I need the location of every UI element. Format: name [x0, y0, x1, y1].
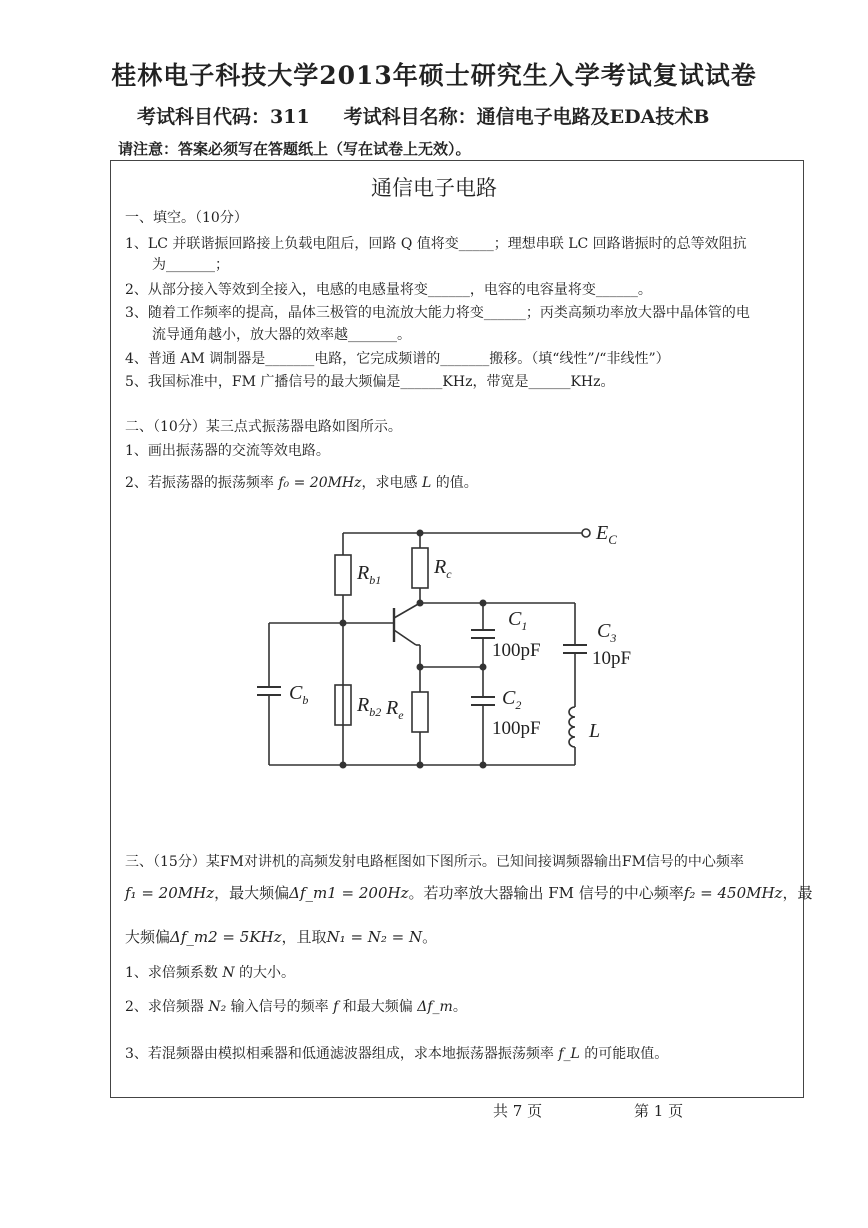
part3-text: ，最 — [782, 884, 813, 902]
part3-text: 的大小。 — [234, 965, 296, 981]
part1-line: 3、随着工作频率的提高，晶体三极管的电流放大能力将变______；丙类高频功率放大器中晶体管的电 — [125, 305, 750, 321]
cb-label: $C_b$ — [289, 682, 309, 707]
part3-text: 的可能取值。 — [579, 1046, 669, 1062]
exam-title: 桂林电子科技大学2013年硕士研究生入学考试复试试卷 — [111, 61, 757, 90]
l-label: L — [589, 720, 601, 742]
part3-text: 2、求倍频器 — [125, 999, 209, 1015]
part3-q1 — [125, 962, 295, 982]
part1-heading: 一、填空。（10分） — [125, 210, 248, 226]
part3-math: f₁ = 20MHz — [125, 884, 215, 902]
c1-value: 100pF — [492, 640, 541, 661]
rc-label: $R_c$ — [434, 556, 452, 581]
transistor-collector — [394, 603, 420, 618]
part3-math: Δf_m2 = 5KHz — [170, 928, 282, 946]
part3-text: 。 — [422, 928, 438, 946]
part3-text: ，最大频偏 — [214, 884, 290, 902]
part1-line: 为_______； — [152, 257, 229, 273]
part3-var: f — [333, 999, 339, 1015]
part3-line1: 三、（15分）某FM对讲机的高频发射电路框图如下图所示。已知间接调频器输出FM信号的中心频率 — [125, 854, 744, 870]
part1-line: 4、普通 AM 调制器是_______电路，它完成频谱的_______搬移。（填“线性”/“非线性”） — [125, 351, 670, 367]
part3-line3 — [125, 926, 437, 947]
part1-line: 2、从部分接入等效到全接入，电感的电感量将变______，电容的电容量将变______。 — [125, 282, 652, 298]
rc-resistor — [412, 548, 428, 588]
transistor-emitter — [394, 630, 416, 645]
page-number: 第 1 页 — [634, 1102, 684, 1120]
part3-text: 输入信号的频率 — [226, 999, 334, 1015]
c2-label: $C_2$ — [502, 687, 522, 712]
ec-label: $E_C$ — [596, 522, 617, 547]
section-title: 通信电子电路 — [371, 176, 497, 200]
subject-name: 考试科目名称：通信电子电路及EDA技术B — [343, 106, 710, 128]
notice: 请注意：答案必须写在答题纸上（写在试卷上无效）。 — [118, 140, 471, 158]
part3-text: 和最大频偏 — [338, 999, 418, 1015]
part3-text: 1、求倍频系数 — [125, 965, 223, 981]
subject-info — [137, 102, 709, 129]
c1-label: $C_1$ — [508, 608, 528, 633]
subject-code: 考试科目代码：311 — [137, 106, 310, 128]
part2-heading: 二、（10分）某三点式振荡器电路如图所示。 — [125, 419, 402, 435]
re-resistor — [412, 692, 428, 732]
part3-var: f_L — [558, 1046, 580, 1062]
rb2-label: $R_{b2}$ — [357, 694, 382, 719]
inductor-l — [569, 707, 575, 747]
part3-text: 3、若混频器由模拟相乘器和低通滤波器组成，求本地振荡器振荡频率 — [125, 1046, 559, 1062]
part3-math: N₁ = N₂ = N — [326, 928, 423, 946]
rb1-resistor — [335, 555, 351, 595]
c3-label: $C_3$ — [597, 620, 617, 645]
part2-q2-text: ，求电感 — [361, 475, 422, 491]
c2-value: 100pF — [492, 718, 541, 739]
part3-text: 。若功率放大器输出 FM 信号的中心频率 — [408, 884, 684, 902]
part3-q2 — [125, 996, 467, 1016]
part3-var: Δf_m — [417, 999, 453, 1015]
part2-q2-text: 的值。 — [431, 475, 478, 491]
part1-line: 1、LC 并联谐振回路接上负载电阻后，回路 Q 值将变_____；理想串联 LC 回路谐振时的总等效阻抗 — [125, 236, 747, 252]
part1-line: 流导通角越小，放大器的效率越_______。 — [152, 327, 411, 343]
part3-q3 — [125, 1043, 668, 1063]
part1-line: 5、我国标准中，FM 广播信号的最大频偏是______KHz，带宽是______KHz。 — [125, 374, 615, 390]
part3-text: 。 — [452, 999, 467, 1015]
part3-text: ，且取 — [281, 928, 327, 946]
oscillator-circuit-diagram — [255, 515, 665, 780]
part3-var: N₂ — [208, 999, 227, 1015]
part3-math: f₂ = 450MHz — [683, 884, 783, 902]
c3-value: 10pF — [592, 648, 632, 669]
ec-terminal — [582, 529, 590, 537]
part3-line2 — [125, 882, 812, 903]
page-total: 共 7 页 — [493, 1102, 543, 1120]
rb1-label: $R_{b1}$ — [357, 562, 382, 587]
part3-var: N — [222, 965, 235, 981]
part3-math: Δf_m1 = 200Hz — [289, 884, 409, 902]
part3-text: 大频偏 — [125, 928, 171, 946]
part2-q2-var: L — [421, 475, 432, 491]
re-label: $R_e$ — [386, 697, 404, 722]
part2-q2-text: 2、若振荡器的振荡频率 — [125, 475, 279, 491]
part2-q2-math: f₀ = 20MHz — [278, 475, 362, 491]
part2-q2 — [125, 472, 478, 492]
part2-q1: 1、画出振荡器的交流等效电路。 — [125, 443, 330, 459]
